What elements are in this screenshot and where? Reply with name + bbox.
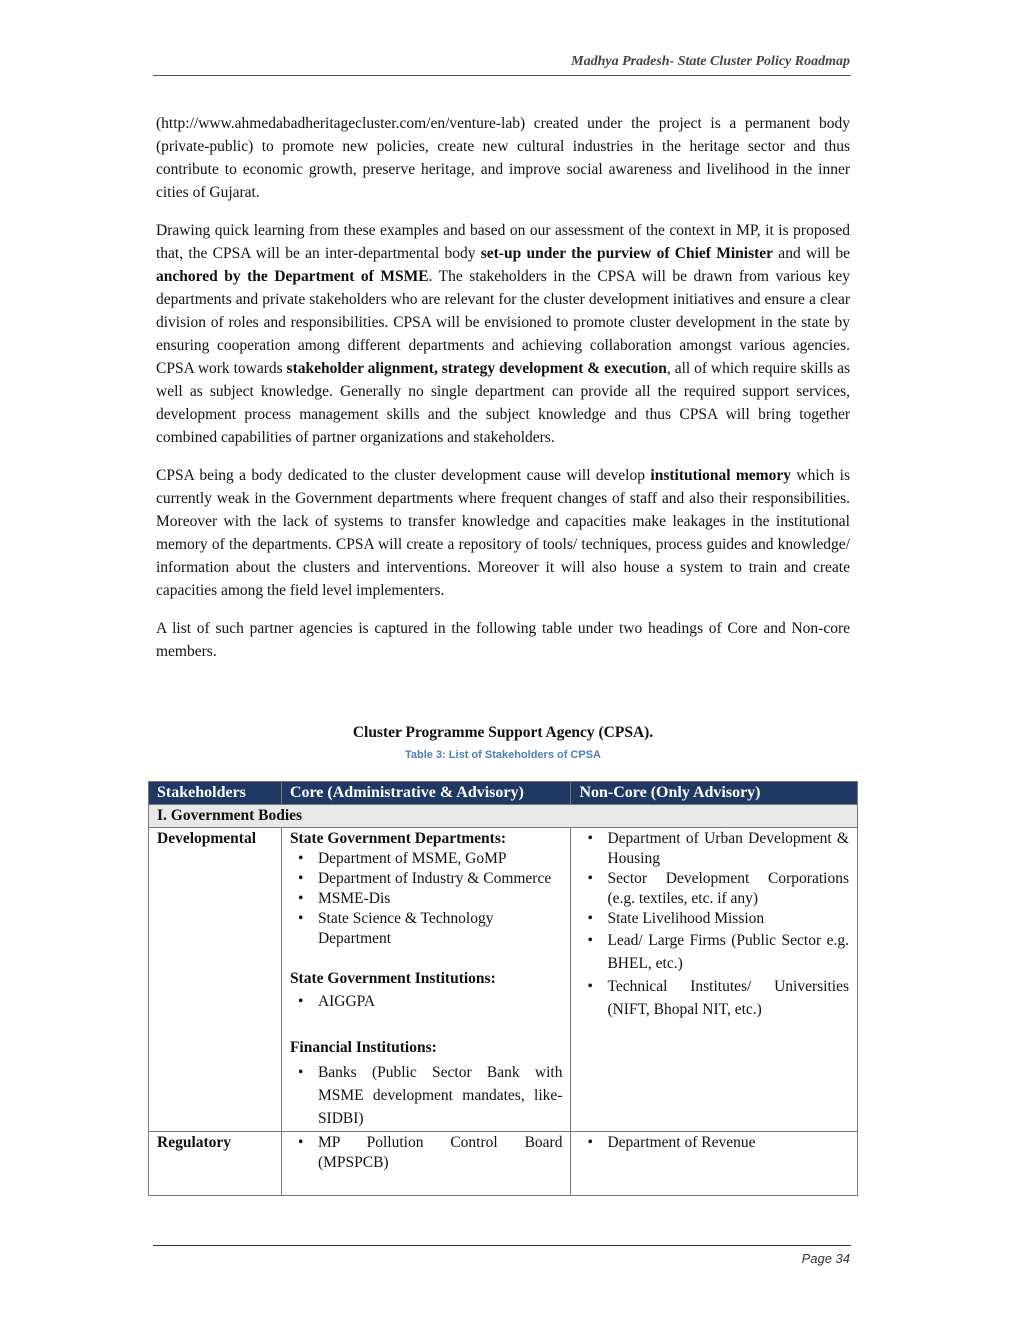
p2-bold-f: stakeholder alignment, strategy development & execution xyxy=(286,360,667,377)
noncore-list-developmental xyxy=(579,829,849,1021)
p3-text-c: which is currently weak in the Government departments where frequent changes of staff and also their responsibilities. Moreover with the lack of systems to transfer knowledge and capacities make leakages in the institutional memory of the departments. CPSA will create a repository of tools/ techniques, process guides and knowledge/ information about the clusters and interventions. Moreover it will also house a system to train and create capacities among the field level implementers. xyxy=(156,467,851,599)
list-item: • State Livelihood Mission xyxy=(607,909,849,929)
header-noncore: Non-Core (Only Advisory) xyxy=(571,782,858,805)
list-item: • State Science & Technology Department xyxy=(318,909,563,949)
paragraph-4: A list of such partner agencies is captured in the following table under two headings of Core and Non-core members. xyxy=(156,620,850,660)
core-list-institutions xyxy=(290,992,563,1012)
stakeholders-table xyxy=(148,781,858,1196)
core-list-departments xyxy=(290,849,563,949)
table-title: Cluster Programme Support Agency (CPSA). xyxy=(352,724,654,741)
p2-text-a: Drawing quick learning from these examples and based on our assessment of the context in MP, it is proposed that, the CPSA will be an inter-departmental body xyxy=(156,222,850,262)
table-caption: Table 3: List of Stakeholders of CPSA xyxy=(405,749,601,761)
section-government-bodies: I. Government Bodies xyxy=(149,805,858,828)
p3-bold-b: institutional memory xyxy=(650,467,791,484)
p2-bold-d: anchored by the Department of MSME xyxy=(156,268,429,285)
list-item: • Department of Urban Development & Housing xyxy=(607,829,849,869)
row-label-regulatory: Regulatory xyxy=(149,1132,282,1196)
p3-text-a: CPSA being a body dedicated to the cluster development cause will develop xyxy=(156,467,651,484)
table-row-developmental xyxy=(149,828,858,1132)
page-number: Page 34 xyxy=(801,1251,850,1266)
list-item: • Lead/ Large Firms (Public Sector e.g. BHEL, etc.) xyxy=(607,929,849,975)
core-subhead-institutions: State Government Institutions: xyxy=(289,970,496,987)
p2-text-g: , all of which require skills as well as subject knowledge. Generally no single department can provide all the required support services, development process management skills and the subject knowledge and thus CPSA will bring together combined capabilities of partner organizations and stakeholders. xyxy=(156,360,850,446)
core-list-financial xyxy=(290,1061,563,1130)
row-label-developmental: Developmental xyxy=(149,828,282,1132)
table-row-regulatory xyxy=(149,1132,858,1196)
list-item: • MP Pollution Control Board (MPSPCB) xyxy=(318,1133,563,1173)
core-list-regulatory xyxy=(290,1133,563,1173)
core-subhead-departments: State Government Departments: xyxy=(289,830,507,847)
developmental-noncore-cell xyxy=(571,828,858,1132)
developmental-core-cell xyxy=(281,828,571,1132)
header-core: Core (Administrative & Advisory) xyxy=(281,782,571,805)
p2-bold-b: set-up under the purview of Chief Minister xyxy=(480,245,774,262)
footer-rule xyxy=(153,1245,851,1246)
paragraph-2 xyxy=(156,219,850,449)
table-header-row xyxy=(149,782,858,805)
list-item: • Department of Industry & Commerce xyxy=(318,869,563,889)
list-item: • Sector Development Corporations (e.g. textiles, etc. if any) xyxy=(607,869,849,909)
header-rule xyxy=(153,75,851,76)
body-text xyxy=(156,112,850,678)
noncore-list-regulatory xyxy=(579,1133,849,1153)
regulatory-noncore-cell xyxy=(571,1132,858,1196)
list-item: • Department of Revenue xyxy=(607,1133,849,1153)
p2-text-c: and will be xyxy=(773,245,850,262)
spacer xyxy=(290,949,563,969)
list-item: • Technical Institutes/ Universities (NIFT, Bhopal NIT, etc.) xyxy=(607,975,849,1021)
list-item: • AIGGPA xyxy=(318,992,563,1012)
section-row xyxy=(149,805,858,828)
header-stakeholders: Stakeholders xyxy=(149,782,282,805)
p2-text-e: . The stakeholders in the CPSA will be drawn from various key departments and private stakeholders who are relevant for the cluster development initiatives and ensure a clear division of roles and responsibilities. CPSA will be envisioned to promote cluster development in the state by ensuring cooperation among different departments and achieving collaboration amongst various agencies. CPSA work towards xyxy=(156,268,850,377)
regulatory-core-cell xyxy=(281,1132,571,1196)
list-item: • Banks (Public Sector Bank with MSME development mandates, like-SIDBI) xyxy=(318,1061,563,1130)
spacer xyxy=(290,1012,563,1038)
list-item: • Department of MSME, GoMP xyxy=(318,849,563,869)
core-subhead-financial: Financial Institutions: xyxy=(289,1039,437,1056)
paragraph-3 xyxy=(156,464,850,602)
running-header: Madhya Pradesh- State Cluster Policy Roadmap xyxy=(571,54,850,69)
list-item: • MSME-Dis xyxy=(318,889,563,909)
paragraph-1: (http://www.ahmedabadheritagecluster.com/en/venture-lab) created under the project is a permanent body (private-public) to promote new policies, create new cultural industries in the heritage sector and thus contribute to economic growth, preserve heritage, and improve social awareness and livelihood in the inner cities of Gujarat. xyxy=(156,115,850,201)
